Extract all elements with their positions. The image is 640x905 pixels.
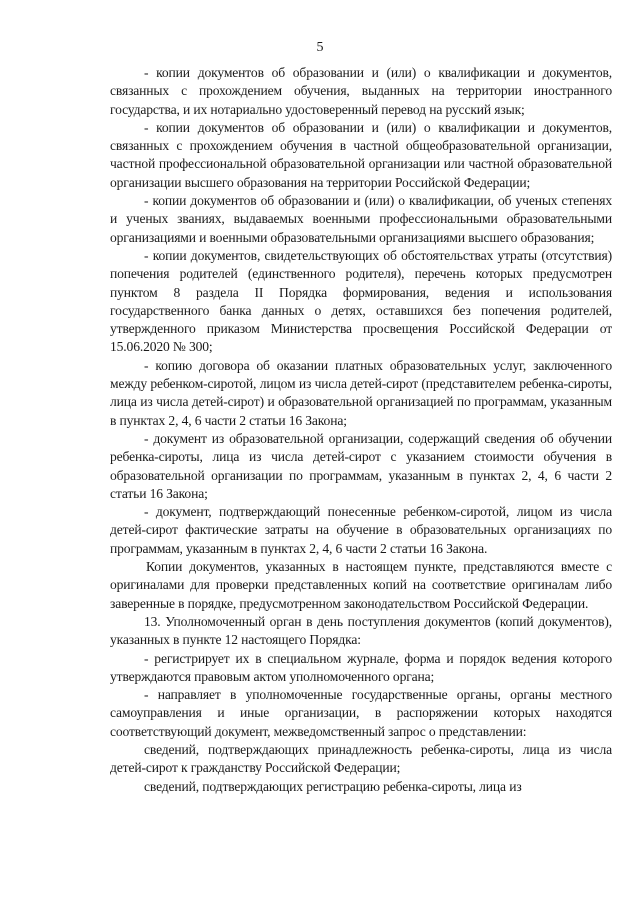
page-number: 5 — [316, 40, 324, 55]
paragraph-register-documents: - регистрирует их в специальном журнале, форма и порядок ведения которого утверждаются правовым актом уполномоченного органа; — [110, 650, 612, 684]
paragraph-item-13: 13. Уполномоченный орган в день поступления документов (копий документов), указанных в пункте 12 настоящего Порядка: — [110, 613, 612, 648]
paragraph-copies-with-originals: Копии документов, указанных в настоящем пункте, представляются вместе с оригиналами для проверки представленных копий на соответствие оригиналам либо заверенные в порядке, предусмотренном законодательством Российской Федерации. — [110, 559, 612, 611]
paragraph-registration-info: сведений, подтверждающих регистрацию ребенка-сироты, лица из — [144, 778, 522, 794]
paragraph-military-education-docs: - копии документов об образовании и (или) о квалификации, об ученых степенях и ученых званиях, выдаваемых военными профессиональными образовательными организациями и военными образовательными организациями высшего образования; — [110, 193, 612, 245]
paragraph-foreign-education-docs: - копии документов об образовании и (или) о квалификации и документов, связанных с прохождением обучения, выданных на территории иностранного государства, и их нотариально удостоверенный перевод на русский язык; — [110, 65, 612, 117]
paragraph-private-education-docs: - копии документов об образовании и (или) о квалификации и документов, связанных с прохождением обучения в частной общеобразовательной организации, частной профессиональной образовательной организации или частной образовательной организации высшего образования на территории Российской Федерации; — [110, 119, 612, 190]
paragraph-loss-of-care-docs: - копии документов, свидетельствующих об обстоятельствах утраты (отсутствия) попечения родителей (единственного родителя), перечень которых предусмотрен пунктом 8 раздела II Порядка формирования, ведения и использования государственного банка данных о детях, оставшихся без попечения родителей, утвержденного приказом Министерства просвещения Российской Федерации от 15.06.2020 № 300; — [110, 247, 612, 355]
paragraph-actual-costs-document: - документ, подтверждающий понесенные ребенком-сиротой, лицом из числа детей-сирот фактические затраты на обучение в образовательных организациях по программам, указанным в пунктах 2, 4, 6 части 2 статьи 16 Закона. — [110, 504, 612, 556]
body-text — [110, 64, 612, 796]
paragraph-interagency-request: - направляет в уполномоченные государственные органы, органы местного самоуправления и иные организации, в распоряжении которых находятся соответствующий документ, межведомственный запрос о представлении: — [110, 687, 612, 739]
paragraph-education-cost-document: - документ из образовательной организации, содержащий сведения об обучении ребенка-сироты, лица из числа детей-сирот с указанием стоимости обучения в образовательной организации по программам, указанным в пунктах 2, 4, 6 части 2 статьи 16 Закона; — [110, 430, 612, 501]
paragraph-paid-services-contract: - копию договора об оказании платных образовательных услуг, заключенного между ребенком-сиротой, лицом из числа детей-сирот (представителем ребенка-сироты, лица из числа детей-сирот) и образовательной организацией по программам, указанным в пунктах 2, 4, 6 части 2 статьи 16 Закона; — [110, 357, 612, 428]
paragraph-citizenship-info: сведений, подтверждающих принадлежность ребенка-сироты, лица из числа детей-сирот к гражданству Российской Федерации; — [110, 741, 612, 776]
